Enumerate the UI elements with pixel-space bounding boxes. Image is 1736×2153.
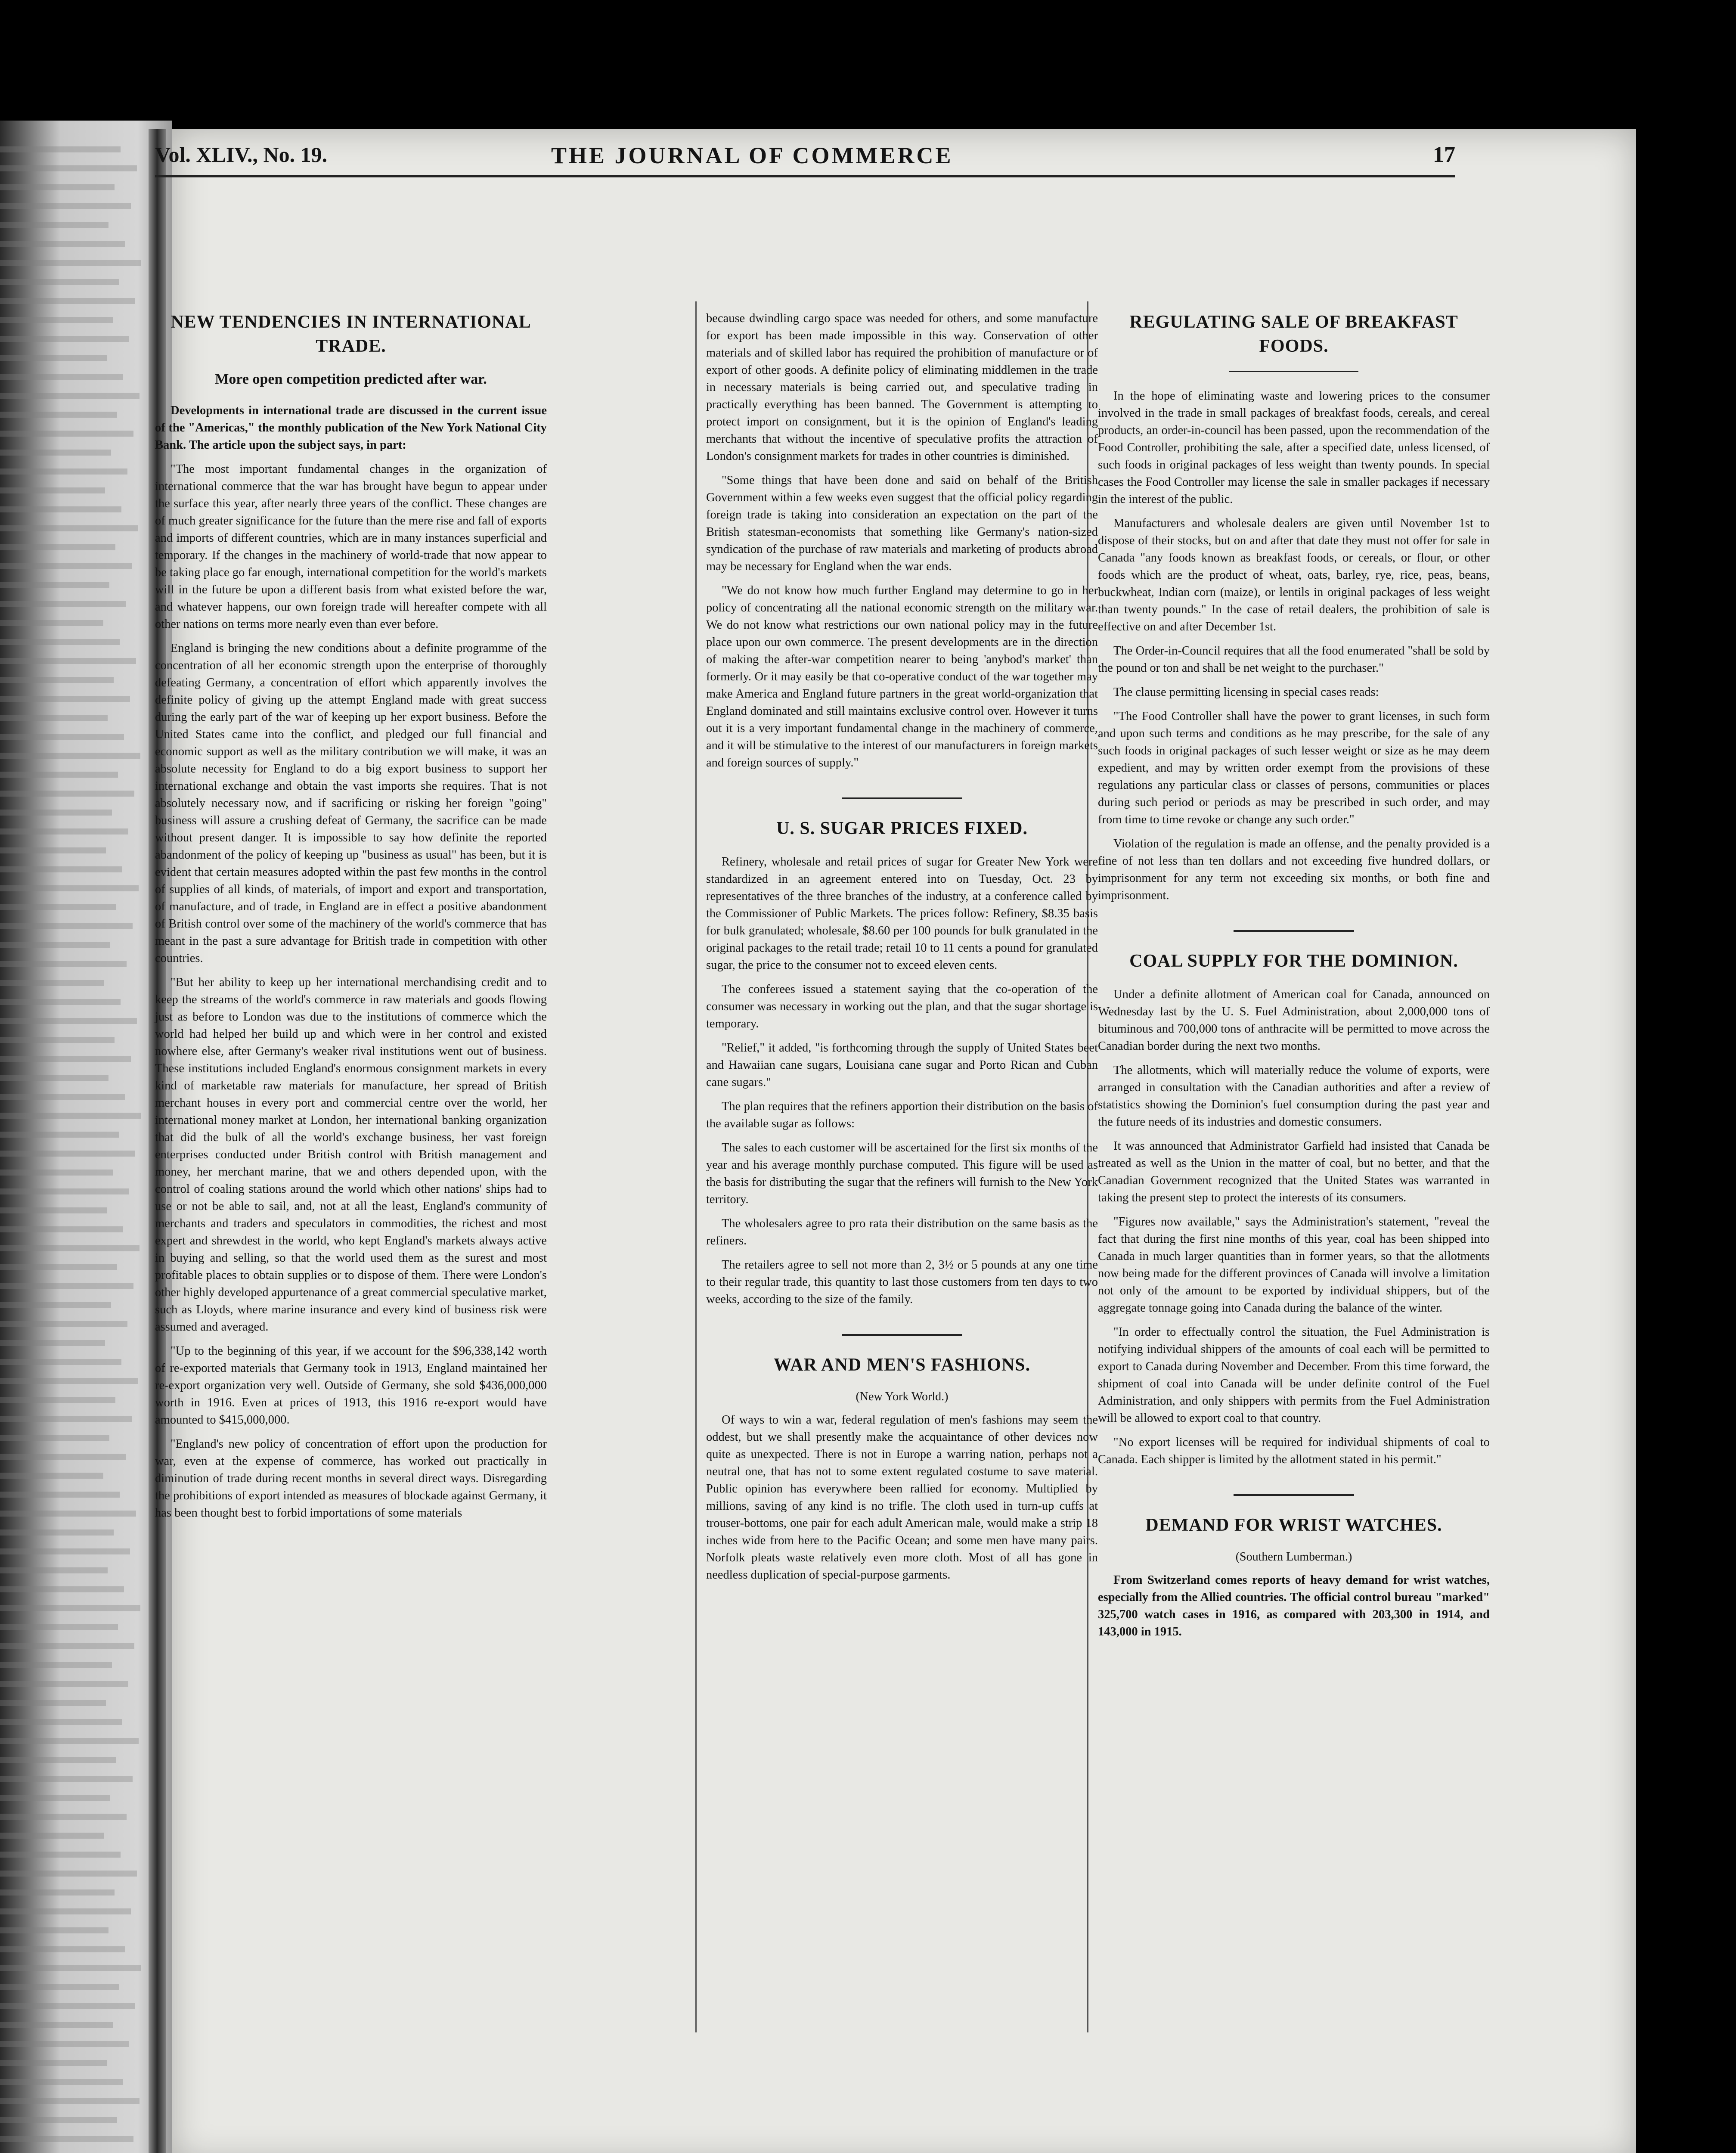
facing-page-text-line (0, 1264, 117, 1270)
facing-page-text-line (0, 1056, 131, 1062)
facing-page-text-line (0, 582, 109, 588)
facing-page-text-line (0, 544, 115, 550)
facing-page-text-line (0, 866, 122, 872)
article-paragraph: It was announced that Administrator Garfield had insisted that Canada be treated as well as the Union in the matter of coal, but no better, and that the Canadian Government recognized that the United States was warranted in taking the present step to protect the interests of its consumers. (1098, 1139, 1490, 1204)
column-left (155, 310, 547, 1529)
facing-page-text-line (0, 715, 108, 721)
facing-page-text-line (0, 696, 130, 702)
facing-page-text-line (0, 1719, 122, 1725)
article-paragraph: "England's new policy of concentration of effort upon the production for war, even at the expense of commerce, has worked out practically in diminution of trade during recent months in several direct ways. Disregarding the prohibitions of export intended as measures of blockade against Germany, it has been thought best to forbid importations of some materials (155, 1437, 547, 1520)
facing-page-text-line (0, 431, 133, 437)
article-international-trade-continued (706, 310, 1098, 772)
facing-page-text-line (0, 1833, 104, 1839)
article-paragraph: From Switzerland comes reports of heavy demand for wrist watches, especially from the Allied countries. The official control bureau "marked" 325,700 watch cases in 1916, as compared with 203,300 in 1914, and 143,000 in 1915. (1098, 1573, 1490, 1638)
article-sugar-prices (706, 816, 1098, 1308)
facing-page-text-line (0, 1416, 132, 1422)
article-wrist-watches (1098, 1513, 1490, 1641)
facing-page-text-line (0, 847, 106, 853)
article-paragraph: The sales to each customer will be ascertained for the first six months of the year and his average monthly purchase computed. This figure will be used as the basis for distributing the sugar that the refiners will furnish to the New York territory. (706, 1141, 1098, 1206)
article-breakfast-foods (1098, 310, 1490, 904)
facing-page-text-line (0, 222, 108, 228)
article-paragraph: "Up to the beginning of this year, if we account for the $96,338,142 worth of re-exported materials that Germany took in 1913, England maintained her re-export organization very well. Outside of Germany, she sold $436,000,000 worth in 1916. Even at prices of 1913, this 1916 re-export would have amounted to $415,000,000. (155, 1344, 547, 1427)
facing-page-text-line (0, 1473, 103, 1479)
facing-page-text-line (0, 1435, 109, 1441)
facing-page-text-line (0, 942, 110, 948)
facing-page-text-line (0, 791, 134, 797)
facing-page-text-line (0, 753, 140, 759)
article-separator (842, 797, 962, 799)
facing-page-text-line (0, 165, 137, 171)
facing-page-text-line (0, 1321, 127, 1327)
facing-page-text-line (0, 1018, 137, 1024)
facing-page-text-line (0, 1852, 121, 1858)
facing-page-text-line (0, 1359, 121, 1365)
facing-page-text-line (0, 1075, 108, 1081)
facing-page-text-line (0, 923, 133, 929)
facing-page-text-line (0, 1340, 105, 1346)
article-paragraph: "We do not know how much further England may determine to go in her policy of concentrating all the national economic strength on the military war. We do not know what restrictions our own national policy may in the future place upon our own commerce. The present developments are in the direction of making the after-war competition nearer to being 'anybod's market' than formerly. Or it may easily be that co-operative conduct of the war together may make America and England future partners in the great world-organization that England dominated and still maintains exclusive control over. However it turns out it is a very important fundamental change in the machinery of commerce, and it will be stimulative to the interest of our manufacturers in foreign markets and foreign sources of supply." (706, 584, 1098, 769)
facing-page-text-line (0, 1814, 127, 1820)
article-international-trade (155, 310, 547, 1522)
facing-page-text-line (0, 999, 121, 1005)
facing-page-text-line (0, 241, 125, 247)
article-paragraph: The clause permitting licensing in special cases reads: (1113, 686, 1379, 699)
facing-page-text-line (0, 1207, 107, 1213)
article-paragraph: Under a definite allotment of American coal for Canada, announced on Wednesday last by the U. S. Fuel Administration, about 2,000,000 tons of bituminous and 700,000 tons of anthracite will be permitted to move across the Canadian border during the next two months. (1098, 988, 1490, 1053)
facing-page-text-line (0, 2079, 123, 2085)
facing-page-text-line (0, 1624, 118, 1630)
facing-page-text-line (0, 1188, 129, 1194)
facing-page-text-line (0, 412, 117, 418)
facing-page-text-line (0, 1037, 115, 1043)
article-paragraph: Developments in international trade are discussed in the current issue of the "Americas," the monthly publication of the New York National City Bank. The article upon the subject says, in part: (155, 404, 547, 452)
facing-page-text-line (0, 772, 118, 778)
article-paragraph: "Some things that have been done and said on behalf of the British Government within a few weeks even suggest that the official policy regarding foreign trade is taking into consideration an expectation on the part of the British statesman-economists that something like Germany's nation-sized syndication of the purchase of raw materials and marketing of products abroad may be necessary for England when the war ends. (706, 474, 1098, 573)
facing-page-text-line (0, 1927, 108, 1933)
facing-page-text-line (0, 1302, 111, 1308)
article-paragraph: "Figures now available," says the Administration's statement, "reveal the fact that during the first nine months of this year, coal has been shipped into Canada in much larger quantities than in former years, so that the allotments now being made for the different provinces of Canada will involve a limitation not only of the amount to be exported by individual shippers, but of the aggregate tonnage going into Canada during the balance of the winter. (1098, 1215, 1490, 1315)
facing-page-text-line (0, 374, 123, 380)
article-headline: COAL SUPPLY FOR THE DOMINION. (1129, 951, 1458, 971)
facing-page-text-line (0, 904, 116, 910)
facing-page-text-line (0, 734, 124, 740)
facing-page-text-line (0, 1586, 124, 1592)
facing-page-text-line (0, 525, 138, 531)
facing-page-text-line (0, 1170, 113, 1176)
facing-page-text-line (0, 885, 139, 891)
article-byline: (New York World.) (856, 1390, 949, 1403)
facing-page-text-line (0, 620, 103, 626)
article-headline: U. S. SUGAR PRICES FIXED. (776, 819, 1028, 838)
facing-page-text-line (0, 1511, 136, 1517)
facing-page-text-line (0, 2041, 129, 2047)
article-paragraph: The wholesalers agree to pro rata their distribution on the same basis as the refiners. (706, 1217, 1098, 1247)
facing-page-text-line (0, 1151, 135, 1157)
article-paragraph: Refinery, wholesale and retail prices of sugar for Greater New York were standardized in an agreement entered into on Tuesday, Oct. 23 by representatives of the three branches of the industry, at a conference called by the Commissioner of Public Markets. The prices follow: Refinery, $8.35 basis for bulk granulated; wholesale, $8.60 per 100 pounds for bulk granulated in the original packages to the retail trade; retail 10 to 11 cents a pound for granulated sugar, the price to the consumer not to exceed eleven cents. (706, 855, 1098, 972)
facing-page-text-line (0, 260, 141, 266)
masthead-title: THE JOURNAL OF COMMERCE (551, 143, 953, 168)
facing-page-text-line (0, 1965, 141, 1971)
volume-number: Vol. XLIV., No. 19. (155, 143, 328, 167)
article-paragraph: "In order to effectually control the situation, the Fuel Administration is notifying individual shippers of the amounts of coal each will be permitted to export to Canada during November and December. From this time forward, the shipment of coal into Canada will be under definite control of the Fuel Administration, and only shippers with permits from the Fuel Administration will be allowed to export coal to that country. (1098, 1325, 1490, 1425)
facing-page-text-line (0, 677, 114, 683)
article-separator (1234, 1494, 1354, 1496)
column-right (1098, 310, 1490, 1647)
facing-page-text-line (0, 1529, 114, 1536)
facing-page-text-line (0, 1776, 133, 1782)
facing-page-text-line (0, 1454, 126, 1460)
column-rule (695, 301, 697, 2032)
facing-page-text-line (0, 468, 127, 475)
facing-page-text-line (0, 1113, 141, 1119)
article-paragraph: because dwindling cargo space was needed for others, and some manufacture for export has been made impossible in this way. Conservation of other materials and of skilled labor has required the prohibition of manufacture or of export of other goods. A definite policy of eliminating middlemen in the trade in necessary materials is being carried out, and speculative trading in practically everything has been banned. The Government is attempting to protect import on consignment, but it is the opinion of England's leading merchants that without the incentive of speculative profits the attraction of London's consignment markets for trades in other countries is diminished. (706, 312, 1098, 463)
facing-page-text-line (0, 1946, 125, 1952)
article-separator (1234, 930, 1354, 932)
page-header (155, 142, 1455, 177)
article-paragraph: In the hope of eliminating waste and lowering prices to the consumer involved in the trade in small packages of breakfast foods, cereals, and cereal products, an order-in-council has been passed, upon the recommendation of the Food Controller, prohibiting the sale, after a specified date, unless licensed, of such foods in original packages of less weight than twenty pounds. In special cases the Food Controller may license the sale in smaller packages if necessary in the interest of the public. (1098, 389, 1490, 506)
facing-page-text-line (0, 336, 129, 342)
facing-page-text-line (0, 1378, 138, 1384)
facing-page-text-line (0, 506, 121, 512)
facing-page-text-line (0, 1700, 106, 1706)
article-paragraph: England is bringing the new conditions about a definite programme of the concentration of all her economic strength upon the enterprise of thoroughly defeating Germany, a concentration of effort which apparently involves the definite policy of giving up the attempt England made with great success during the early part of the war of keeping up her export business. Before the United States came into the conflict, and pledged our full financial and economic support as well as the military contribution we will make, it was an absolute necessity for England to do a big export business to support her international exchange and obtain the vast imports she requires. That is not absolutely necessary now, and if sacrificing or risking her foreign "going" business will assure a crushing defeat of Germany, the sacrifice can be made without present danger. It is impossible to say how definite the reported abandonment of the policy of keeping up "business as usual" has been, but it is evident that certain measures adopted within the past few months in the control of supplies of all kinds, of materials, of import and export and transportation, of manufacture, and of trade, in England are in effect a positive abandonment of British control over some of the machinery of the world's commerce that has meant in the past a sure advantage for British trade in competition with other countries. (155, 642, 547, 965)
facing-page-text-line (0, 658, 136, 664)
headline-rule (1229, 371, 1358, 372)
article-paragraph: Manufacturers and wholesale dealers are given until November 1st to dispose of their stocks, but on and after that date they must not offer for sale in Canada "any foods known as breakfast foods, or cereals, or flour, or other foods which are the product of wheat, oats, barley, rye, rice, peas, beans, buckwheat, Indian corn (maize), or lentils in original packages of less weight than twenty pounds." In the case of retail dealers, the prohibition of sale is effective on and after December 1st. (1098, 517, 1490, 633)
facing-page-text-line (0, 1681, 128, 1687)
facing-page-text-line (0, 2022, 113, 2028)
facing-page-text-line (0, 298, 135, 304)
article-headline: WAR AND MEN'S FASHIONS. (773, 1355, 1031, 1375)
facing-page-text-line (0, 355, 107, 361)
article-paragraph: "The Food Controller shall have the power to grant licenses, in such form and upon such terms and conditions as he may prescribe, for the sale of any such foods in original packages of such lesser weight or size as he may deem expedient, and may by written order exempt from the provisions of these regulations any particular class or classes of persons, communities or places during such period or periods as may be prescribed in such order, and may from time to time revoke or change any such order." (1098, 710, 1490, 826)
facing-page-text-line (0, 1605, 140, 1611)
facing-page-text-line (0, 1984, 119, 1990)
article-paragraph: The allotments, which will materially reduce the volume of exports, were arranged in consultation with the Canadian authorities and after a review of statistics showing the Dominion's fuel consumption during the past year and the future needs of its industries and domestic consumers. (1098, 1064, 1490, 1129)
article-paragraph: The conferees issued a statement saying that the co-operation of the consumer was necessary in working out the plan, and that the sugar shortage is temporary. (706, 983, 1098, 1030)
facing-page-text-line (0, 2117, 117, 2123)
facing-page-text-line (0, 2003, 135, 2009)
facing-page-text-line (0, 1567, 108, 1573)
facing-page-text-line (0, 1397, 115, 1403)
facing-page-text-line (0, 279, 119, 285)
article-paragraph: "But her ability to keep up her international merchandising credit and to keep the streams of the world's commerce in raw materials and goods flowing just as before to London was due to the institutions of commerce which the world had helped her build up and which were in her control and existed nowhere else, after Germany's weaker rival institutions went out of business. These institutions included England's enormous consignment markets in every kind of marketable raw materials for manufacture, her spread of British merchant houses in every port and commercial centre over the world, her international money market at London, her international banking organization that did the bulk of all the world's exchange business, her vast foreign enterprises conducted under British control with British management and money, her merchant marine, that we and others depended upon, with the control of coaling stations around the world which other nations' ships had to use or not be able to sail, and, not at all the least, England's community of merchants and traders and speculators in commodities, the richest and most expert and shrewdest in the world, who kept England's markets always active in buying and selling, so that the world used them as the surest and most profitable places to obtain supplies or to dispose of them. There were London's other highly developed appurtenance of a great commercial speculative market, such as Lloyds, where marine insurance and every kind of business risk were assumed and averaged. (155, 976, 547, 1334)
article-paragraph: "Relief," it added, "is forthcoming through the supply of United States beet and Hawaiian cane sugars, Louisiana cane sugar and Porto Rican and Cuban cane sugars." (706, 1041, 1098, 1089)
facing-page-text-line (0, 1908, 131, 1914)
facing-page-text-line (0, 1662, 112, 1668)
article-separator (842, 1334, 962, 1336)
facing-page-text-line (0, 1492, 120, 1498)
facing-page-text-line (0, 639, 120, 645)
facing-page-text-line (0, 1738, 139, 1744)
facing-page-text-line (0, 1643, 134, 1649)
facing-page-text-line (0, 184, 115, 190)
article-headline: DEMAND FOR WRIST WATCHES. (1145, 1515, 1442, 1535)
facing-page-text-line (0, 450, 111, 456)
facing-page-text-line (0, 1795, 110, 1801)
facing-page-text-line (0, 1226, 123, 1232)
column-middle (706, 310, 1098, 1591)
facing-page-text-line (0, 1757, 116, 1763)
facing-page-text-line (0, 487, 105, 493)
facing-page-text-line (0, 810, 112, 816)
page-number: 17 (1433, 143, 1455, 167)
facing-page-text-line (0, 961, 127, 967)
article-mens-fashions (706, 1353, 1098, 1584)
facing-page-text-line (0, 563, 132, 569)
facing-page-text-line (0, 2136, 133, 2142)
facing-page-text-line (0, 1245, 140, 1251)
article-coal-supply (1098, 949, 1490, 1468)
facing-page-text-line (0, 980, 104, 986)
facing-page-text-line (0, 601, 126, 607)
article-paragraph: The Order-in-Council requires that all the food enumerated "shall be sold by the pound or ton and shall be net weight to the purchaser." (1098, 644, 1490, 675)
facing-page-text-line (0, 317, 113, 323)
article-byline: (Southern Lumberman.) (1235, 1550, 1352, 1564)
facing-page-text-line (0, 1283, 133, 1289)
article-headline: REGULATING SALE OF BREAKFAST FOODS. (1129, 312, 1458, 356)
article-paragraph: Of ways to win a war, federal regulation of men's fashions may seem the oddest, but we shall presently make the acquaintance of other devices now quite as unexpected. There is not in Europe a warring nation, perhaps not a neutral one, that has not to some extent regulated costume to save material. Public opinion has everywhere been rallied for economy. Multiplied by millions, saving of any kind is no trifle. The cloth used in turn-up cuffs at trouser-bottoms, one pair for each adult American male, would make a strip 18 inches wide from here to the Pacific Ocean; and some men have many pairs. Norfolk pleats waste relatively even more cloth. Most of all has gone in needless duplication of special-purpose garments. (706, 1413, 1098, 1582)
article-paragraph: The plan requires that the refiners apportion their distribution on the basis of the available sugar as follows: (706, 1100, 1098, 1130)
facing-page-text-line (0, 1871, 137, 1877)
article-paragraph: "The most important fundamental changes in the organization of international commerce that the war has brought have begun to appear under the surface this year, after nearly three years of the conflict. These changes are of much greater significance for the future than the mere rise and fall of exports and imports of different countries, which are in many instances superficial and temporary. If the changes in the machinery of world-trade that now appear to be taking place go far enough, international competition for the world's markets will in the future be upon a different basis from what existed before the war, and whatever happens, our own foreign trade will hereafter compete with all other nations on terms more nearly even than ever before. (155, 462, 547, 631)
article-paragraph: Violation of the regulation is made an offense, and the penalty provided is a fine of not less than ten dollars and not exceeding five hundred dollars, or imprisonment for any term not exceeding six months, or both fine and imprisonment. (1098, 837, 1490, 902)
article-paragraph: "No export licenses will be required for individual shipments of coal to Canada. Each shipper is limited by the allotment stated in his permit." (1098, 1436, 1490, 1466)
facing-page-text-line (0, 1889, 115, 1896)
facing-page-text-line (0, 2060, 107, 2066)
facing-page-text-line (0, 146, 121, 152)
article-paragraph: The retailers agree to sell not more than 2, 3½ or 5 pounds at any one time to their regular trade, this quantity to last those customers from ten days to two weeks, according to the size of the family. (706, 1258, 1098, 1306)
facing-page-text-line (0, 1548, 130, 1554)
article-subhead: More open competition predicted after war. (215, 371, 487, 387)
facing-page-text-line (0, 203, 131, 209)
facing-page-text-line (0, 1094, 125, 1100)
facing-page-text-line (0, 393, 140, 399)
facing-page-text-line (0, 1132, 119, 1138)
facing-page-text-line (0, 2098, 140, 2104)
facing-page-text-line (0, 828, 128, 835)
article-headline: NEW TENDENCIES IN INTERNATIONAL TRADE. (170, 312, 531, 356)
